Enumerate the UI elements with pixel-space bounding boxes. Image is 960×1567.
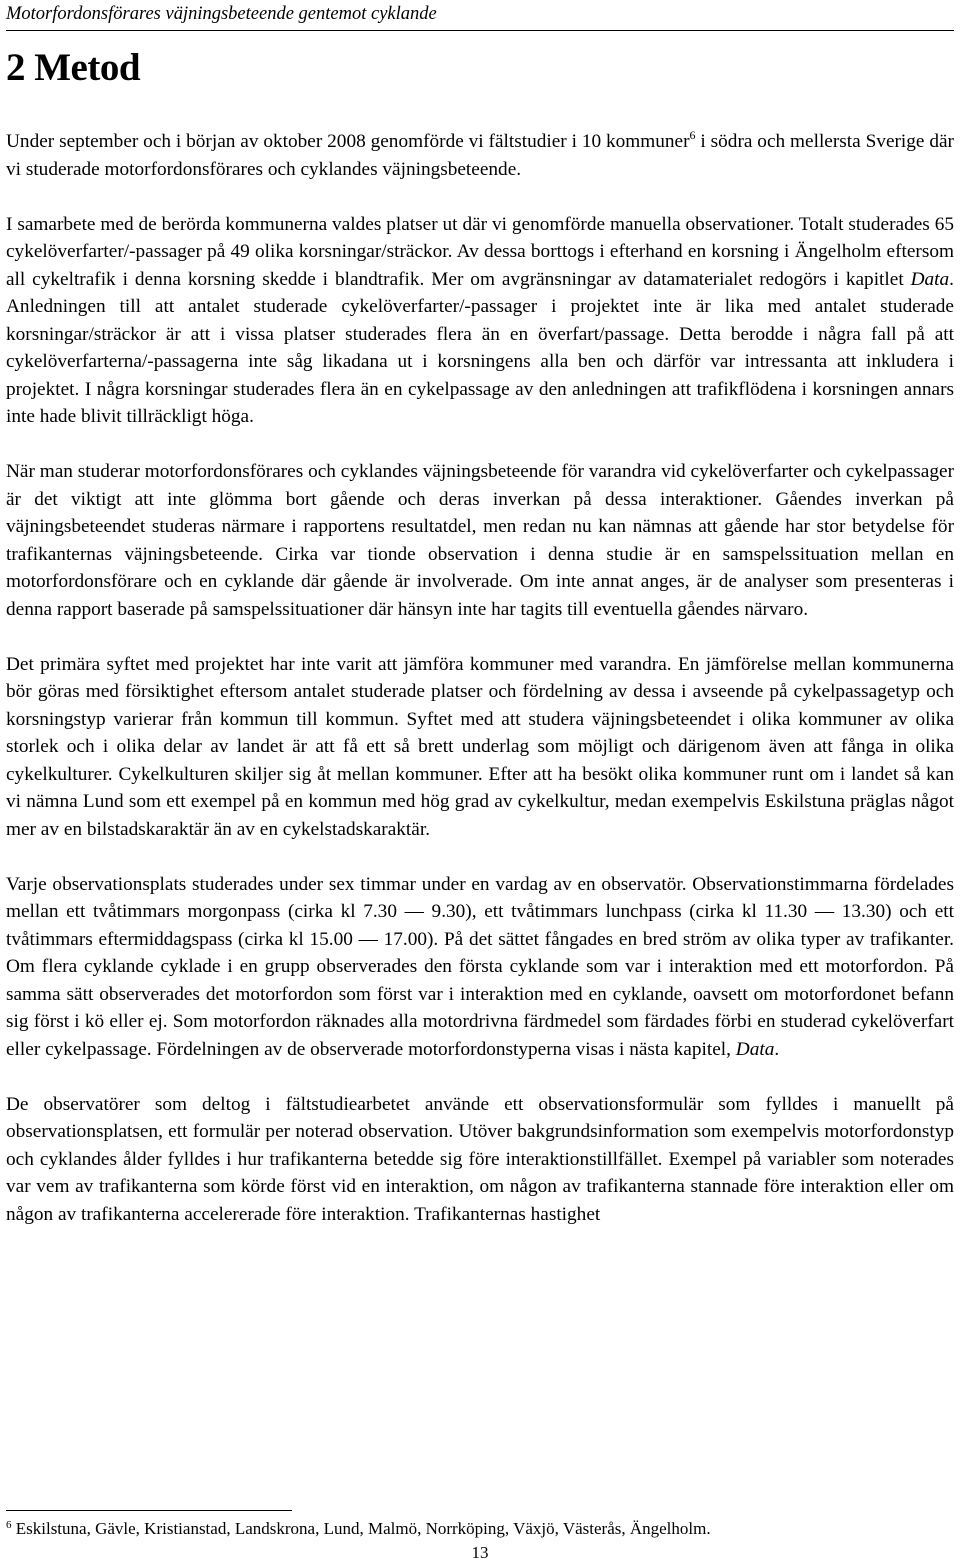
paragraph-4: Det primära syftet med projektet har inte varit att jämföra kommuner med varandra. En jämförelse mellan kommunerna bör göras med försiktighet eftersom antalet studerade platser och fördelning av dessa i avseende på cykelpassagetyp och korsningstyp varierar från kommun till kommun. Syftet med att studera väjningsbeteendet i olika kommuner av olika storlek och i olika delar av landet är att få ett så brett underlag som möjligt och därigenom även att fånga in olika cykelkulturer. Cykelkulturen skiljer sig åt mellan kommuner. Efter att ha besökt olika kommuner runt om i landet så kan vi nämna Lund som ett exempel på en kommun med hög grad av cykelkultur, medan exempelvis Eskilstuna präglas något mer av en bilstadskaraktär än av en cykelstadskaraktär. (6, 653, 954, 840)
page-number: 13 (471, 1543, 489, 1562)
paragraph-5-text-a: Varje observationsplats studerades under sex timmar under en vardag av en observatör. Observationstimmarna fördelades mellan ett tvåtimmars morgonpass (cirka kl 7.30 — 9.30), ett tvåtimmars lunchpass (cirka kl 11.30 — 13.30) och ett tvåtimmars eftermiddagspass (cirka kl 15.00 — 17.00). På det sättet fångades en bred ström av olika typer av trafikanter. Om flera cyklande cyklade i en grupp observerades den första cyklande som var i interaktion med ett motorfordon. På samma sätt observerades det motorfordon som först var i interaktion med en cyklande, oavsett om motorfordonet befann sig först i kö eller ej. Som motorfordon räknades alla motordrivna färdmedel som färdades förbi en studerad cykelöverfart eller cykelpassage. Fördelningen av de observerade motorfordonstyperna visas i nästa kapitel, (6, 873, 954, 1060)
chapter-reference: Data (735, 1038, 775, 1060)
footnote-reference: 6 (689, 128, 696, 142)
paragraph-2-text-b: . Anledningen till att antalet studerade cykelöverfarter/-passager i projektet inte är lika med antalet studerade korsningar/sträckor är att i vissa platser studerades flera än en överfart/passage. Detta berodde i några fall på att cykelöverfarterna/-passagerna inte såg likadana ut i korsningens alla ben och därför var intressanta att inkludera i projektet. I några korsningar studerades flera än en cykelpassage av den anledningen att trafikflödena i korsningen annars inte hade blivit tillräckligt höga. (6, 268, 954, 427)
footnote-marker: 6 (6, 1519, 12, 1531)
paragraph-5-text-b: . (774, 1038, 780, 1060)
paragraph-1-text-b: i södra och mellersta Sverige där vi studerade motorfordonsförares och cyklandes väjningsbeteende. (6, 131, 954, 180)
footnote-text: Eskilstuna, Gävle, Kristianstad, Landskrona, Lund, Malmö, Norrköping, Växjö, Västerås, Ängelholm. (11, 1519, 711, 1538)
paragraph-3: När man studerar motorfordonsförares och cyklandes väjningsbeteende för varandra vid cykelöverfarter och cykelpassager är det viktigt att inte glömma bort gående och deras inverkan på dessa interaktioner. Gåendes inverkan på väjningsbeteendet studeras närmare i rapportens resultatdel, men redan nu kan nämnas att gående har stor betydelse för trafikanternas väjningsbeteende. Cirka var tionde observation i denna studie är en samspelssituation mellan en motorfordonsförare och en cyklande där gående är involverade. Om inte annat anges, är de analyser som presenteras i denna rapport baserade på samspelssituationer där hänsyn inte har tagits till eventuella gåendes närvaro. (6, 461, 954, 620)
running-header: Motorfordonsförares väjningsbeteende gentemot cyklande (6, 4, 437, 24)
section-title: 2 Metod (6, 46, 141, 89)
paragraph-5 (6, 871, 954, 1064)
paragraph-1 (6, 128, 954, 183)
paragraph-2-text-a: I samarbete med de berörda kommunerna valdes platser ut där vi genomförde manuella observationer. Totalt studerades 65 cykelöverfarter/-passager på 49 olika korsningar/sträckor. Av dessa borttogs i efterhand en korsning i Ängelholm eftersom all cykeltrafik i denna korsning skedde i blandtrafik. Mer om avgränsningar av datamaterialet redogörs i kapitlet (6, 213, 954, 290)
paragraph-1-text-a: Under september och i början av oktober 2008 genomförde vi fältstudier i 10 kommuner (6, 131, 690, 152)
paragraph-2 (6, 211, 954, 431)
footnote-rule (6, 1510, 292, 1511)
header-rule (6, 30, 954, 31)
chapter-reference: Data (910, 268, 950, 290)
footnote (6, 1518, 711, 1540)
paragraph-6: De observatörer som deltog i fältstudiearbetet använde ett observationsformulär som fylldes i manuellt på observationsplatsen, ett formulär per noterad observation. Utöver bakgrundsinformation som exempelvis motorfordonstyp och cyklandes ålder fylldes i hur trafikanterna betedde sig före interaktionstillfället. Exempel på variabler som noterades var vem av trafikanterna som körde först vid en interaktion, om någon av trafikanterna stannade före interaktion eller om någon av trafikanterna accelererade före interaktion. Trafikanternas hastighet (6, 1093, 954, 1225)
body-text (6, 128, 954, 1256)
